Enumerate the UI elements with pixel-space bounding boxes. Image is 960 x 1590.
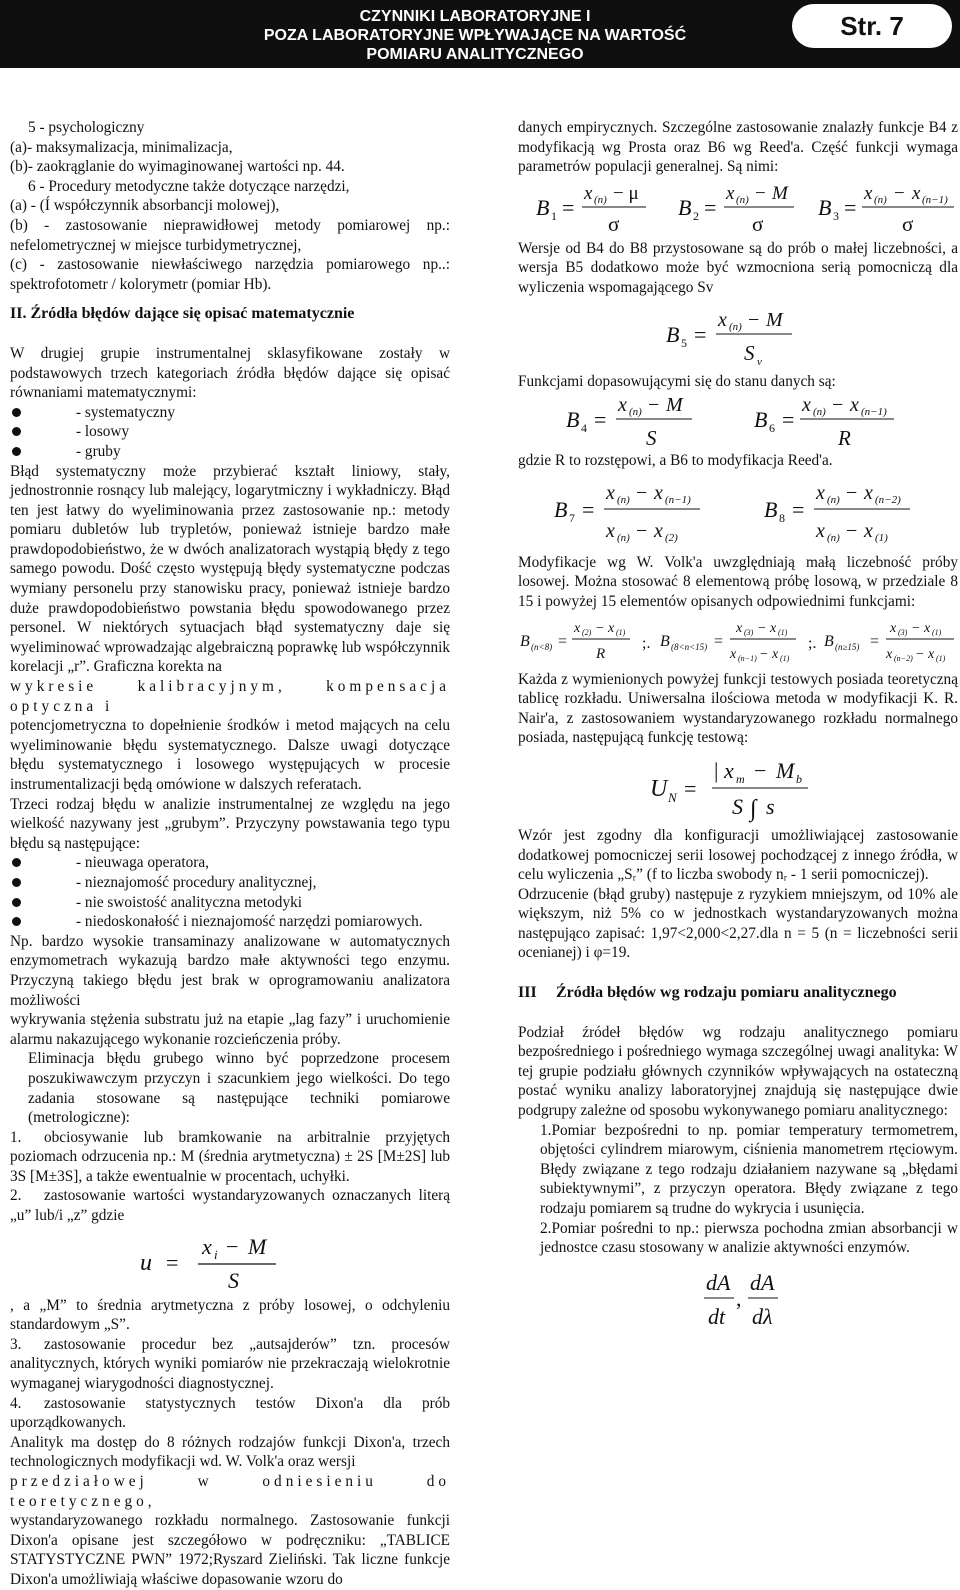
svg-text:−: − xyxy=(760,646,768,662)
bullet-item: - systematyczny xyxy=(10,403,450,423)
paragraph: Analityk ma dostęp do 8 różnych rodzajów funkcji Dixon'a, trzech technologicznych modyfikacji wd. W. Volk'a oraz wersji xyxy=(10,1433,450,1471)
svg-text:dλ: dλ xyxy=(752,1303,773,1329)
heading-number: III xyxy=(518,984,537,1002)
svg-text:x: x xyxy=(850,394,859,417)
svg-text:M: M xyxy=(772,182,788,204)
header-title-line: POMIARU ANALITYCZNEGO xyxy=(366,46,584,63)
svg-text:B: B xyxy=(536,194,550,220)
svg-text:−: − xyxy=(226,1233,239,1259)
svg-text:=: = xyxy=(684,775,697,801)
paragraph: Modyfikacje wg W. Volk'a uwzględniają małą liczebność próby losowej. Można stosować 8 elementową próbę losową, w przedziale 8 15 i powyżej 15 elementów opisanych odpowiednimi funkcjami: xyxy=(518,553,958,610)
svg-text:R: R xyxy=(838,426,851,451)
svg-text:x: x xyxy=(606,519,615,542)
numbered-item xyxy=(10,1128,450,1187)
svg-text:;.: ;. xyxy=(642,634,651,652)
svg-text:x: x xyxy=(864,481,873,504)
svg-text:S: S xyxy=(732,793,743,819)
svg-text:dA: dA xyxy=(750,1269,775,1295)
svg-text:x: x xyxy=(736,620,743,636)
section-heading: II. Źródła błędów dające się opisać matematycznie xyxy=(10,305,355,323)
svg-text:x: x xyxy=(574,620,581,636)
svg-text:=: = xyxy=(844,194,857,220)
svg-text:(8<n<15): (8<n<15) xyxy=(671,641,708,652)
svg-text:x: x xyxy=(816,519,825,542)
formula-derivatives xyxy=(518,1258,958,1334)
svg-text:s: s xyxy=(766,793,775,819)
svg-text:b: b xyxy=(796,771,802,786)
svg-text:(n≥15): (n≥15) xyxy=(835,641,860,652)
paragraph: (c) - zastosowanie niewłaściwego narzędzia pomiarowego np..: spektrofotometr / kolorymetr (pomiar Hb). xyxy=(10,256,450,293)
paragraph: potencjometryczna to dopełnienie środków i metod mających na celu wyeliminowanie błędu systematycznego. Dalsze uwagi dotyczące błędu systematycznego i losowego występujących w procesie instrumentalizacji będą omówione w dalszych referatach. xyxy=(10,717,450,793)
svg-text:x: x xyxy=(202,1233,212,1259)
svg-text:σ: σ xyxy=(752,211,764,236)
svg-text:σ: σ xyxy=(902,211,914,236)
bullet-item: - losowy xyxy=(10,422,450,442)
svg-text:=: = xyxy=(782,407,795,433)
paragraph: danych empirycznych. Szczególne zastosowanie znalazły funkcje B4 z modyfikacją wg Prosta oraz B6 wg Reed'a. Część funkcji wymaga parametrów populacji generalnej. Są nimi: xyxy=(518,119,958,176)
bullet-item: - nie swoistość analityczna metodyki xyxy=(10,893,450,913)
svg-text:5: 5 xyxy=(681,335,687,350)
svg-text:(n−1): (n−1) xyxy=(922,193,948,206)
svg-text:v: v xyxy=(757,355,762,368)
svg-text:x: x xyxy=(864,519,873,542)
heading-text: Źródła błędów wg rodzaju pomiaru analitycznego xyxy=(556,984,897,1002)
paragraph: (b)- zaokrąglanie do wyimaginowanej wartości np. 44. xyxy=(10,158,345,176)
paragraph: (a)- maksymalizacja, minimalizacja, xyxy=(10,138,233,156)
paragraph: Odrzucenie (błąd gruby) następuje z ryzykiem mniejszym, od 10% ale większym, niż 5% co w jednostkach wystandaryzowanych można następująco zapisać: 1,97<2,000<2,27.dla n = 5 (n = liczebności serii ocenianej) i φ=19. xyxy=(518,885,958,962)
svg-text:(n): (n) xyxy=(594,193,607,206)
paragraph: Podział źródeł błędów wg rodzaju analitycznego pomiaru bezpośredniego i pośredniego wymaga szczególnej uwagi analityka: W tej grupie podziału głównych czynników wpływających na ostateczną postać wyniku analizy laboratoryjnej znajdują się następujące dwie podgrupy zależne od sposobu wykonywanego pomiaru analitycznego: xyxy=(518,1023,958,1120)
paragraph: W drugiej grupie instrumentalnej sklasyfikowane zostały w podstawowych trzech kategoriach źródła błędów dające się opisać równaniami matematycznymi: xyxy=(10,344,450,402)
paragraph: Funkcjami dopasowującymi się do stanu danych są: xyxy=(518,372,836,390)
svg-text:=: = xyxy=(704,194,717,220)
svg-text:i: i xyxy=(214,1246,218,1262)
svg-text:=: = xyxy=(714,632,724,650)
formula-b1-b3 xyxy=(518,177,958,239)
paragraph: wykrywania stężenia substratu już na etapie „lag fazy” i uruchomienie alarmu nakazującego wykonanie rozcieńczenia próby. xyxy=(10,1011,450,1048)
svg-text:(1): (1) xyxy=(932,627,942,637)
paragraph: Błąd systematyczny może przybierać kształt liniowy, stały, jednostronnie rosnący lub malejący, logarytmiczny i wykładniczy. Błąd ten jest łatwy do wyeliminowania przez zastosowanie np.: metody pomiaru dubletów lub trypletów, ponieważ istnieje bardzo małe prawdopodobieństwo, że w dwóch analizatorach wystąpią błędy z tego samego powodu. Dość często występują błędy systematyczne podczas wymiany personelu przy stanowisku pracy, ponieważ istnieje bardzo duże prawdopodobieństwo powstania błędu spowodowanego przez personel. W niektórych sytuacjach błąd systematyczny daje się wyeliminować wprowadzając algebraiczną poprawkę lub współczynnik korelacji „r”. Graficzna korekta na xyxy=(10,462,450,676)
section-heading xyxy=(518,983,958,1003)
paragraph: (b) - zastosowanie nieprawidłowej metody pomiarowej np.: nefelometrycznej w miejsce turbidymetrycznej, xyxy=(10,216,450,254)
formula-volk xyxy=(518,612,958,670)
svg-text:−: − xyxy=(648,394,660,417)
svg-text:−: − xyxy=(832,394,844,417)
svg-text:(2): (2) xyxy=(665,531,678,544)
svg-text:=: = xyxy=(594,407,607,433)
svg-text:x: x xyxy=(654,519,663,542)
svg-text:(1): (1) xyxy=(936,653,946,663)
svg-text:M: M xyxy=(776,757,795,783)
svg-text:x: x xyxy=(654,481,663,504)
svg-text:(n−1): (n−1) xyxy=(861,406,887,419)
paragraph: Np. bardzo wysokie transaminazy analizowane w automatycznych enzymometrach wykazują bardzo małe aktywności tego enzymu. Przyczyną takiego błędu jest brak w oprogramowaniu analizatora możliwości xyxy=(10,932,450,1009)
svg-text:−: − xyxy=(846,519,858,542)
svg-text:=: = xyxy=(166,1249,179,1275)
svg-text:3: 3 xyxy=(833,208,839,223)
paragraph: Każda z wymienionych powyżej funkcji testowych posiada teoretyczną tablicę rozkładu. Uniwersalna ilościowa metoda w modyfikacji K. R. Nair'a, z zastosowaniem wystandaryzowanego rozkładu normalnego posiada, następującą funkcję testową: xyxy=(518,670,958,747)
bullet-item: - niedoskonałość i nieznajomość narzędzi pomiarowych. xyxy=(10,912,450,932)
svg-text:−: − xyxy=(636,481,648,504)
svg-text:(3): (3) xyxy=(744,627,754,637)
svg-text:x: x xyxy=(730,646,737,662)
svg-text:(1): (1) xyxy=(616,627,626,637)
svg-text:(n): (n) xyxy=(617,493,630,506)
numbered-item xyxy=(10,1394,450,1433)
bullet-item: - nieznajomość procedury analitycznej, xyxy=(10,873,450,893)
svg-text:x: x xyxy=(726,182,735,204)
svg-text:B: B xyxy=(754,407,768,433)
svg-text:B: B xyxy=(764,496,778,522)
paragraph: Trzeci rodzaj błędu w analizie instrumentalnej ze względu na jego wielkość nazywany jest „grubym”. Przyczyny powstawania tego typu błędu są następujące: xyxy=(10,795,450,852)
svg-text:=: = xyxy=(870,632,880,650)
svg-text:− μ: − μ xyxy=(613,182,639,204)
item-text: zastosowanie statystycznych testów Dixon'a dla prób uporządkowanych. xyxy=(10,1394,450,1432)
header-title-line: CZYNNIKI LABORATORYJNE I xyxy=(359,8,591,25)
svg-text:−: − xyxy=(748,308,760,331)
paragraph: , a „M” to średnia arytmetyczna z próby losowej, o odchyleniu standardowym „S”. xyxy=(10,1296,450,1334)
svg-text:=: = xyxy=(694,321,707,347)
svg-text:−: − xyxy=(758,620,766,636)
svg-text:(n): (n) xyxy=(736,193,749,206)
svg-text:m: m xyxy=(736,771,745,786)
svg-text:−: − xyxy=(894,182,905,204)
svg-text:6: 6 xyxy=(769,421,775,436)
svg-text:(n): (n) xyxy=(874,193,887,206)
svg-text:dA: dA xyxy=(706,1269,731,1295)
paragraph: 6 - Procedury metodyczne także dotyczące narzędzi, xyxy=(28,177,350,195)
svg-text:(n): (n) xyxy=(813,406,826,419)
item-number: 4. xyxy=(10,1394,22,1412)
formula-un xyxy=(518,748,958,826)
svg-text:,: , xyxy=(736,1285,742,1311)
svg-text:(1): (1) xyxy=(875,531,888,544)
svg-text:S: S xyxy=(228,1267,239,1293)
paragraph: Wersje od B4 do B8 przystosowane są do prób o małej liczebności, a wersja B5 dodatkowo może być wzmocniona serią pomocniczą dla wyliczenia wspomagającego Sv xyxy=(518,239,958,296)
svg-text:;.: ;. xyxy=(808,634,817,652)
svg-text:S: S xyxy=(744,340,755,365)
paragraph: wystandaryzowanego rozkładu normalnego. Zastosowanie funkcji Dixon'a opisane jest szczegółowo w podręczniku: „TABLICE STATYSTYCZNE PWN” 1972;Ryszard Zieliński. Tak liczne funkcje Dixon'a umożliwiają właściwe dopasowanie wzoru do xyxy=(10,1512,450,1588)
left-column xyxy=(10,118,450,1590)
svg-text:8: 8 xyxy=(779,510,785,525)
svg-text:−: − xyxy=(636,519,648,542)
svg-text:(n−2): (n−2) xyxy=(894,653,913,663)
svg-text:x: x xyxy=(584,182,593,204)
svg-text:−: − xyxy=(755,182,766,204)
svg-text:x: x xyxy=(772,646,779,662)
svg-text:x: x xyxy=(912,182,921,204)
page-header xyxy=(0,0,960,68)
svg-text:B: B xyxy=(678,194,692,220)
svg-text:1: 1 xyxy=(551,208,557,223)
svg-text:(n−1): (n−1) xyxy=(665,493,691,506)
svg-text:=: = xyxy=(562,194,575,220)
svg-text:(3): (3) xyxy=(898,627,908,637)
svg-text:(n−1): (n−1) xyxy=(738,653,757,663)
svg-text:x: x xyxy=(608,620,615,636)
paragraph: Eliminacja błędu grubego winno być poprzedzone procesem poszukiwawczym przyczyn i szacunkiem jego wielkości. Do tego zadania stosowane są następujące techniki pomiarowe (metrologiczne): xyxy=(28,1050,450,1127)
svg-text:4: 4 xyxy=(581,421,587,436)
paragraph: 2.Pomiar pośredni to np.: pierwsza pochodna zmian absorbancji w jednostce czasu stosowany w analizie aktywności enzymów. xyxy=(540,1219,958,1257)
svg-text:=: = xyxy=(792,496,805,522)
svg-text:=: = xyxy=(582,496,595,522)
svg-text:B: B xyxy=(818,194,832,220)
item-text: zastosowanie wartości wystandaryzowanych oznaczanych literą „u” lub/i „z” gdzie xyxy=(10,1187,450,1225)
svg-text:(n−2): (n−2) xyxy=(875,493,901,506)
svg-text:−: − xyxy=(596,620,604,636)
header-title xyxy=(250,7,700,64)
item-number: 2. xyxy=(10,1187,22,1205)
svg-text:x: x xyxy=(724,757,734,783)
svg-text:x: x xyxy=(606,481,615,504)
formula-b7-b8 xyxy=(518,471,958,553)
svg-text:|: | xyxy=(714,757,719,783)
paragraph: 5 - psychologiczny xyxy=(28,119,145,136)
svg-text:B: B xyxy=(666,321,680,347)
svg-text:B: B xyxy=(660,632,670,650)
svg-text:dt: dt xyxy=(708,1303,726,1329)
svg-text:x: x xyxy=(890,620,897,636)
svg-text:R: R xyxy=(596,645,606,662)
paragraph: gdzie R to rozstępowi, a B6 to modyfikacja Reed'a. xyxy=(518,452,833,470)
svg-text:M: M xyxy=(666,394,683,417)
formula-b4-b6 xyxy=(518,391,958,451)
formula-u xyxy=(130,1226,330,1296)
svg-text:(n): (n) xyxy=(629,406,642,419)
svg-text:x: x xyxy=(864,182,873,204)
svg-text:u: u xyxy=(140,1249,152,1276)
svg-text:x: x xyxy=(816,481,825,504)
numbered-item xyxy=(10,1335,450,1394)
svg-text:σ: σ xyxy=(608,211,620,236)
svg-text:B: B xyxy=(520,632,530,650)
paragraph: Wzór jest zgodny dla konfiguracji umożliwiającej zastosowanie dodatkowej pomocniczej serii losowej pochodzącej z innego źródła, w celu wyliczenia „Sᵣ” (f to liczba swobody nᵣ - 1 serii pomocniczej). xyxy=(518,826,958,884)
svg-text:x: x xyxy=(802,394,811,417)
page-number-badge: Str. 7 xyxy=(792,4,952,48)
svg-text:2: 2 xyxy=(693,208,699,223)
svg-text:(n): (n) xyxy=(827,531,840,544)
numbered-item xyxy=(10,1186,450,1225)
svg-text:−: − xyxy=(916,646,924,662)
svg-text:(1): (1) xyxy=(780,653,790,663)
right-column xyxy=(518,118,958,1334)
svg-text:x: x xyxy=(618,394,627,417)
paragraph: (a) - (Í współczynnik absorbancji molowej), xyxy=(10,197,280,215)
formula-b5 xyxy=(518,298,958,372)
svg-text:B: B xyxy=(554,496,568,522)
svg-text:(2): (2) xyxy=(582,627,592,637)
paragraph: wykresie kalibracyjnym, kompensacja optyczna i xyxy=(10,678,450,715)
item-number: 3. xyxy=(10,1335,22,1353)
svg-text:x: x xyxy=(770,620,777,636)
svg-text:U: U xyxy=(650,775,668,802)
paragraph: przedziałowej w odniesieniu do teoretycznego, xyxy=(10,1473,450,1510)
svg-text:(n<8): (n<8) xyxy=(531,641,553,652)
bullet-item: - nieuwaga operatora, xyxy=(10,853,450,873)
item-text: zastosowanie procedur bez „autsajderów” tzn. procesów analitycznych, których wyniki pomiarów nie przekraczają wielokrotnie wymaganej wiarygodności diagnostycznej. xyxy=(10,1335,450,1393)
svg-text:(1): (1) xyxy=(778,627,788,637)
svg-text:−: − xyxy=(846,481,858,504)
svg-text:M: M xyxy=(766,308,783,331)
item-text: obciosywanie lub bramkowanie na arbitralnie przyjętych poziomach odrzucenia np.: M (średnia arytmetyczna) ± 2S [M±2S] lub 3S [M±3S], a także ewentualnie w procentach, uchyłki. xyxy=(10,1128,450,1185)
svg-text:B: B xyxy=(566,407,580,433)
svg-text:x: x xyxy=(886,646,893,662)
item-number: 1. xyxy=(10,1128,22,1146)
svg-text:=: = xyxy=(558,632,568,650)
svg-text:∫: ∫ xyxy=(750,795,757,822)
svg-text:7: 7 xyxy=(569,510,575,525)
paragraph: 1.Pomiar bezpośredni to np. pomiar temperatury termometrem, objętości cylindrem miarowym, ciśnienia manometrem rtęciowym. Błędy związane z tego rodzaju działaniem nazywane są „błędami subiektywnymi”, z przyczyn operatora. Błędy związane z tego rodzaju pomiarem są trudne do wykrycia i usunięcia. xyxy=(540,1121,958,1217)
svg-text:−: − xyxy=(912,620,920,636)
bullet-item: - gruby xyxy=(10,442,450,462)
svg-text:(n): (n) xyxy=(729,320,742,333)
svg-text:(n): (n) xyxy=(617,531,630,544)
svg-text:N: N xyxy=(668,789,677,805)
svg-text:x: x xyxy=(928,646,935,662)
header-title-line: POZA LABORATORYJNE WPŁYWAJĄCE NA WARTOŚĆ xyxy=(263,27,687,44)
svg-text:(n): (n) xyxy=(827,493,840,506)
svg-text:B: B xyxy=(824,632,834,650)
svg-text:−: − xyxy=(754,757,767,783)
svg-text:x: x xyxy=(718,308,727,331)
svg-text:M: M xyxy=(248,1233,267,1259)
svg-text:x: x xyxy=(924,620,931,636)
svg-text:S: S xyxy=(646,426,657,451)
